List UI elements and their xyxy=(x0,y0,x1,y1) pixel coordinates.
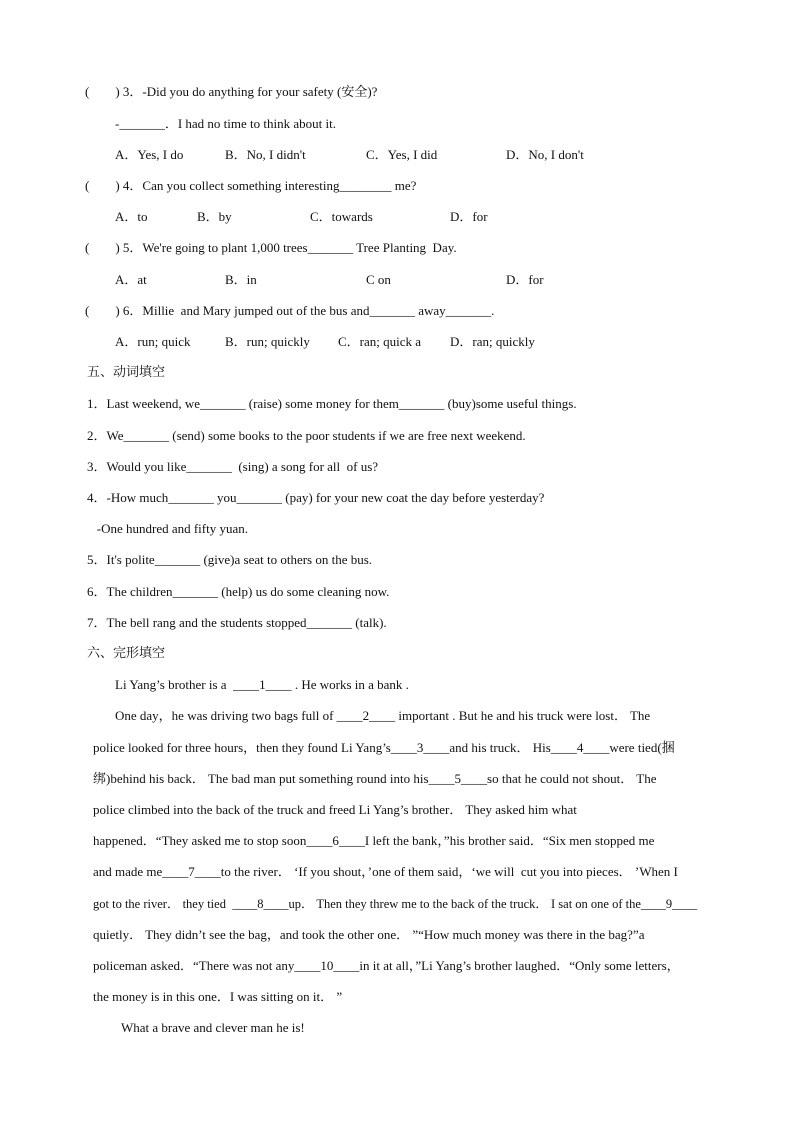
question-3-dialog: -_______．I had no time to think about it. xyxy=(115,116,336,131)
verb-line-3: 3．Would you like_______ (sing) a song for all of us? xyxy=(87,459,379,474)
verb-line-1: 1．Last weekend, we_______ (raise) some money for them_______ (buy)some useful things. xyxy=(87,396,577,411)
cloze-line-7: and made me____7____to the river． ‘If you shout，’one of them said，‘we will cut you into pieces． ’When I xyxy=(93,864,678,879)
cloze-line-2: One day，he was driving two bags full of ____2____ important . But he and his truck were lost． The xyxy=(115,708,651,723)
verb-line-7: 7．The bell rang and the students stopped_______ (talk). xyxy=(87,615,387,630)
verb-line-5: 5．It's polite_______ (give)a seat to others on the bus. xyxy=(87,552,373,567)
question-5-option-c: C on xyxy=(366,272,391,287)
question-3-option-d: D．No, I don't xyxy=(506,147,584,162)
cloze-line-1: Li Yang’s brother is a ____1____ . He works in a bank . xyxy=(115,677,409,692)
cloze-line-8: got to the river． they tied ____8____up． Then they threw me to the back of the truck． I sat on one of the____9____ xyxy=(93,897,698,911)
cloze-line-3: police looked for three hours，then they found Li Yang’s____3____and his truck． His____4____were tied(捆 xyxy=(93,740,675,755)
question-4-option-a: A．to xyxy=(115,209,148,224)
question-6-option-a: A．run; quick xyxy=(115,334,191,349)
question-6-option-c: C．ran; quick a xyxy=(338,334,422,349)
question-6-stem: ( ) 6．Millie and Mary jumped out of the bus and_______ away_______. xyxy=(85,303,495,318)
cloze-line-6: happened．“They asked me to stop soon____6____I left the bank，”his brother said．“Six men stopped me xyxy=(93,833,655,848)
question-5-stem: ( ) 5．We're going to plant 1,000 trees_______ Tree Planting Day. xyxy=(85,240,457,255)
question-5-option-a: A．at xyxy=(115,272,147,287)
question-4-option-d: D．for xyxy=(450,209,488,224)
question-4-stem: ( ) 4．Can you collect something interesting________ me? xyxy=(85,178,417,193)
question-3-option-c: C．Yes, I did xyxy=(366,147,438,162)
question-3-option-a: A．Yes, I do xyxy=(115,147,184,162)
cloze-line-11: the money is in this one．I was sitting on it． ” xyxy=(93,989,343,1004)
verb-line-2: 2．We_______ (send) some books to the poor students if we are free next weekend. xyxy=(87,428,526,443)
section-heading-cloze: 六、完形填空 xyxy=(87,646,166,661)
cloze-closing-line: What a brave and clever man he is! xyxy=(121,1020,305,1035)
section-heading-verbs: 五、动词填空 xyxy=(87,365,166,380)
cloze-line-9: quietly． They didn’t see the bag，and took the other one． ”“How much money was there in the bag?”a xyxy=(93,927,645,942)
question-6-option-b: B．run; quickly xyxy=(225,334,310,349)
question-3-stem: ( ) 3．-Did you do anything for your safety (安全)? xyxy=(85,84,378,99)
verb-line-4: 4．-How much_______ you_______ (pay) for your new coat the day before yesterday? xyxy=(87,490,545,505)
verb-line-4-answer: -One hundred and fifty yuan. xyxy=(87,521,249,536)
verb-line-6: 6．The children_______ (help) us do some cleaning now. xyxy=(87,584,390,599)
question-5-option-b: B．in xyxy=(225,272,257,287)
question-6-option-d: D．ran; quickly xyxy=(450,334,535,349)
question-4-option-c: C．towards xyxy=(310,209,373,224)
question-5-option-d: D．for xyxy=(506,272,544,287)
cloze-line-4: 绑)behind his back． The bad man put something round into his____5____so that he could not shout． The xyxy=(93,771,657,786)
question-3-option-b: B．No, I didn't xyxy=(225,147,306,162)
cloze-line-5: police climbed into the back of the truck and freed Li Yang’s brother． They asked him what xyxy=(93,802,577,817)
question-4-option-b: B．by xyxy=(197,209,232,224)
cloze-line-10: policeman asked．“There was not any____10____in it at all，”Li Yang’s brother laughed．“Only some letters， xyxy=(93,958,680,973)
